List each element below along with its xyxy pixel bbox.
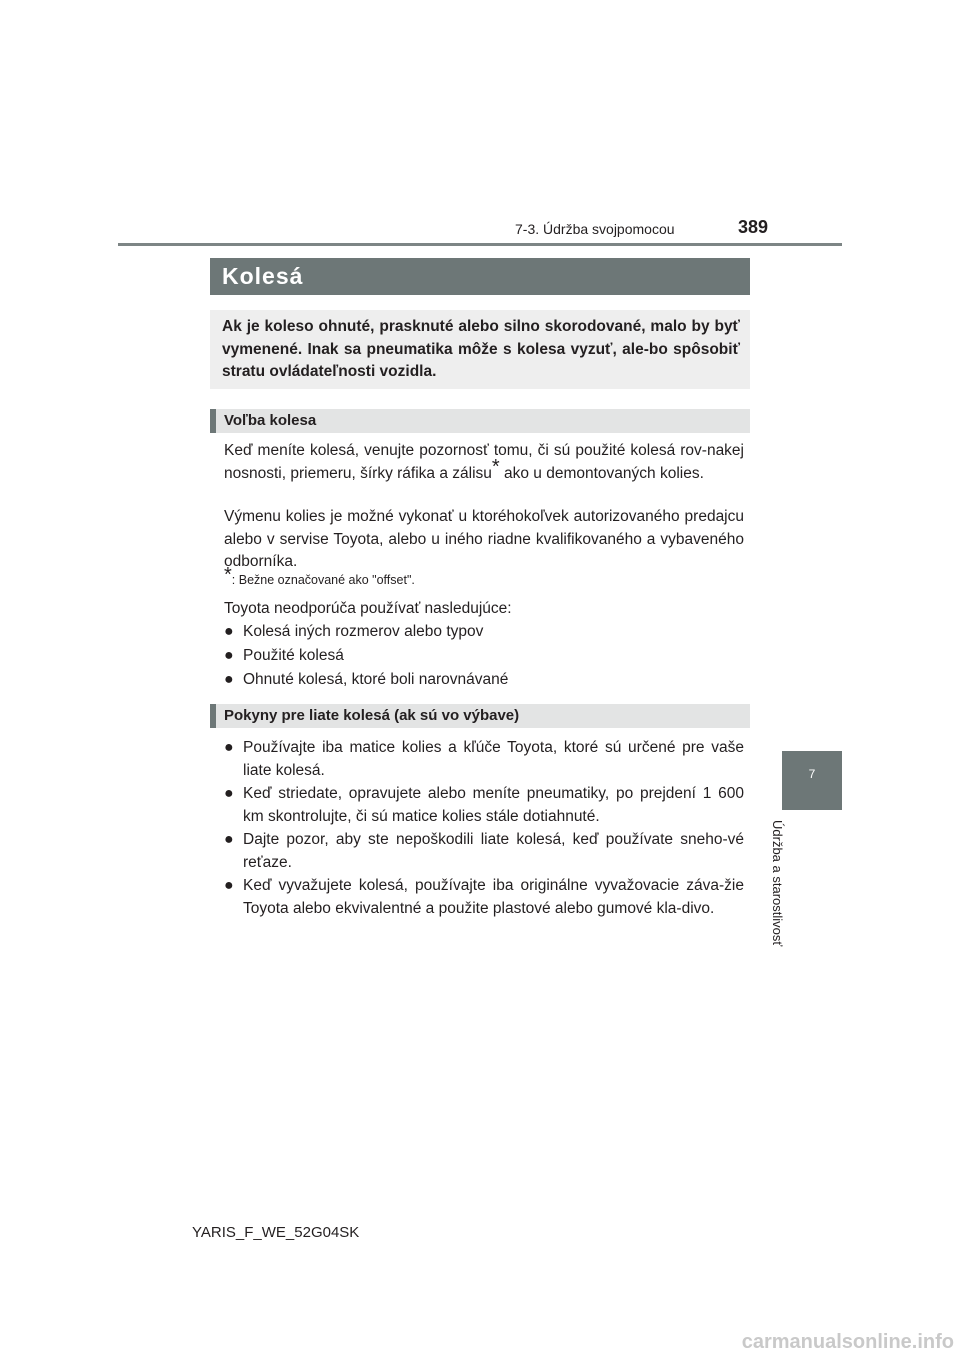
- page-number: 389: [738, 217, 769, 237]
- running-header-section: 7-3. Údržba svojpomocou: [515, 221, 675, 237]
- footnote: *: Bežne označované ako "offset".: [224, 563, 415, 587]
- intro-not-recommended: Toyota neodporúča používať nasledujúce:: [224, 600, 512, 617]
- list-item: ● Ohnuté kolesá, ktoré boli narovnávané: [224, 668, 744, 691]
- list-item: ● Dajte pozor, aby ste nepoškodili liate kolesá, keď používate sneho-vé reťaze.: [224, 828, 744, 874]
- list-item: ● Používajte iba matice kolies a kľúče Toyota, ktoré sú určené pre vaše liate kolesá.: [224, 736, 744, 782]
- asterisk-mark: *: [491, 456, 500, 479]
- bullet-icon: ●: [224, 877, 234, 894]
- document-code: YARIS_F_WE_52G04SK: [192, 1224, 360, 1241]
- chapter-tab: [782, 751, 842, 810]
- bullet-icon: ●: [224, 831, 234, 848]
- paragraph-wheel-selection: Keď meníte kolesá, venujte pozornosť tomu, či sú použité kolesá rov-nakej nosnosti, priemeru, šírky ráfika a zálisu* ako u demontovaných kolies.: [224, 442, 744, 482]
- bullet-icon: ●: [224, 785, 234, 802]
- subheading-text: Voľba kolesa: [224, 412, 317, 429]
- list-item: ● Použité kolesá: [224, 644, 744, 667]
- bullet-icon: ●: [224, 647, 234, 664]
- subheading-wheel-selection: [210, 409, 750, 433]
- chapter-number: 7: [808, 767, 816, 781]
- watermark: carmanualsonline.info: [741, 1331, 954, 1353]
- header-divider: [118, 243, 842, 246]
- bullet-icon: ●: [224, 623, 234, 640]
- list-item: ● Keď vyvažujete kolesá, používajte iba originálne vyvažovacie záva-žie Toyota alebo ekvivalentné a použite plastové alebo gumové kla-divo.: [224, 874, 744, 920]
- subheading-text: Pokyny pre liate kolesá (ak sú vo výbave): [224, 707, 520, 724]
- warning-text: Ak je koleso ohnuté, prasknuté alebo silno skorodované, malo by byť vymenené. Inak sa pneumatika môže s kolesa vyzuť, ale-bo spôsobiť stratu ovládateľnosti vozidla.: [222, 318, 740, 380]
- bullet-icon: ●: [224, 739, 234, 756]
- subheading-alloy-wheels: [210, 704, 750, 728]
- page-title: Kolesá: [222, 263, 304, 289]
- list-item: ● Keď striedate, opravujete alebo meníte pneumatiky, po prejdení 1 600 km skontrolujte, či sú matice kolies stále dotiahnuté.: [224, 782, 744, 828]
- footnote-asterisk: *: [224, 563, 232, 586]
- chapter-label: [770, 820, 811, 970]
- bullet-icon: ●: [224, 671, 234, 688]
- list-item: ● Kolesá iných rozmerov alebo typov: [224, 620, 744, 643]
- paragraph-replacement: Výmenu kolies je možné vykonať u ktoréhokoľvek autorizovaného predajcu alebo v servise Toyota, alebo u iného riadne kvalifikovaného a vybaveného odborníka.: [224, 508, 744, 570]
- chapter-title: Údržba a starostlivosť: [770, 820, 785, 947]
